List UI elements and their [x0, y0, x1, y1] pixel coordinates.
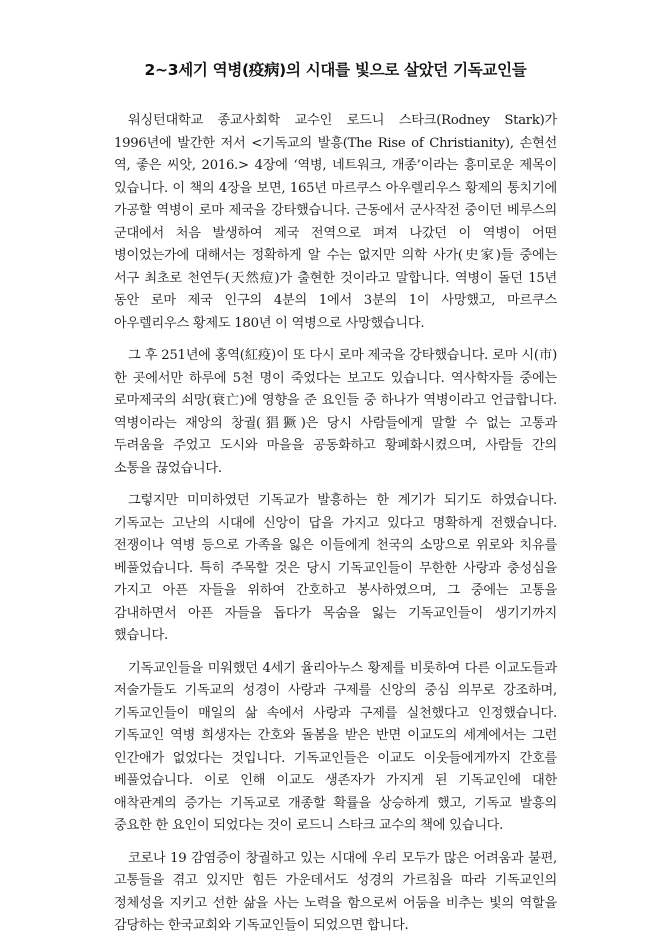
paragraph-measles: 그 후 251년에 홍역(紅疫)이 또 다시 로마 제국을 강타했습니다. 로마 시(市) 한 곳에서만 하루에 5천 명이 죽었다는 보고도 있습니다. 역사학자들 중에는 로마제국의 쇠망(衰亡)에 영향을 준 요인들 중 하나가 역병이라고 언급합니다. 역병이라는 재앙의 창궐(猖獗)은 당시 사람들에게 말할 수 없는 고통과 두려움을 주었고 도시와 마을을 공동화하고 황폐화시켰으며, 사람들 간의 소통을 끊었습니다.	[114, 348, 557, 476]
paragraph-intro: 워싱턴대학교 종교사회학 교수인 로드니 스타크(Rodney Stark)가 1996년에 발간한 저서 <기독교의 발흥(The Rise of Christianity), 손현선 역, 좋은 씨앗, 2016.> 4장에 ‘역병, 네트워크, 개종’이라는 흥미로운 제목이 있습니다. 이 책의 4장을 보면, 165년 마르쿠스 아우렐리우스 황제의 통치기에 가공할 역병이 로마 제국을 강타했습니다. 근동에서 군사작전 중이던 베루스의 군대에서 처음 발생하여 제국 전역으로 퍼져 나갔던 이 역병이 어떤 병이었는가에 대해서는 정확하게 알 수는 없지만 의학 사가(史家)들 중에는 서구 최초로 천연두(天然痘)가 출현한 것이라고 말합니다. 역병이 돌던 15년 동안 로마 제국 인구의 4분의 1에서 3분의 1이 사망했고, 마르쿠스 아우렐리우스 황제도 180년 이 역병으로 사망했습니다.	[114, 113, 557, 331]
paragraph-christianity-rise: 그렇지만 미미하였던 기독교가 발흥하는 한 계기가 되기도 하였습니다. 기독교는 고난의 시대에 신앙이 답을 가지고 있다고 명확하게 전했습니다. 전쟁이나 역병 등으로 가족을 잃은 이들에게 천국의 소망으로 위로와 치유를 베풀었습니다. 특히 주목할 것은 당시 기독교인들이 무한한 사랑과 충성심을 가지고 아픈 자들을 위하여 간호하고 봉사하였으며, 그 중에는 고통을 감내하면서 아픈 자들을 돕다가 목숨을 잃는 기독교인들이 생기기까지 했습니다.	[114, 493, 557, 643]
paragraph-charity: 기독교인들을 미워했던 4세기 율리아누스 황제를 비롯하여 다른 이교도들과 저술가들도 기독교의 성경이 사랑과 구제를 신앙의 중심 의무로 강조하며, 기독교인들이 매일의 삶 속에서 사랑과 구제를 실천했다고 인정했습니다. 기독교인 역병 희생자는 간호와 돌봄을 받은 반면 이교도의 세계에서는 그런 인간애가 없었다는 것입니다. 기독교인들은 이교도 이웃들에게까지 간호를 베풀었습니다. 이로 인해 이교도 생존자가 가지게 된 기독교인에 대한 애착관계의 증가는 기독교로 개종할 확률을 상승하게 했고, 기독교 발흥의 중요한 한 요인이 되었다는 것이 로드니 스타크 교수의 책에 있습니다.	[114, 660, 557, 833]
document-title: 2~3세기 역병(疫病)의 시대를 빛으로 살았던 기독교인들	[144, 61, 527, 79]
paragraph-conclusion: 코로나 19 감염증이 창궐하고 있는 시대에 우리 모두가 많은 어려움과 불편, 고통들을 겪고 있지만 힘든 가운데서도 성경의 가르침을 따라 기독교인의 정체성을 지키고 선한 삶을 사는 노력을 함으로써 어둠을 비추는 빛의 역할을 감당하는 한국교회와 기독교인들이 되었으면 합니다.	[114, 850, 557, 933]
